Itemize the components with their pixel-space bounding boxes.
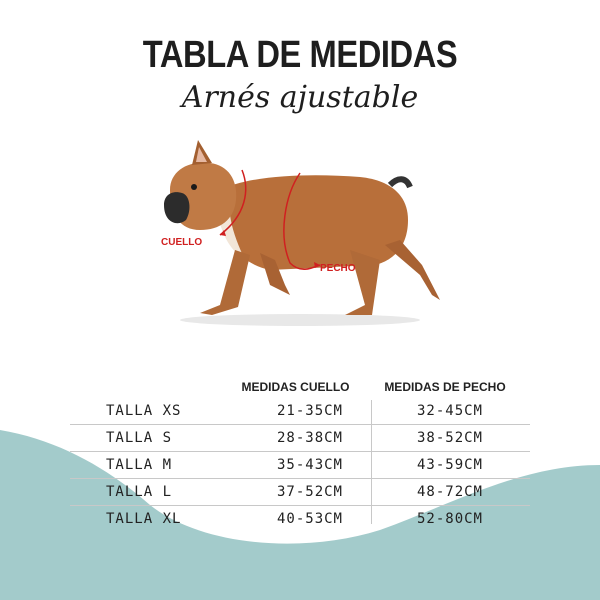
column-header-chest: MEDIDAS DE PECHO xyxy=(384,380,506,394)
chest-label: PECHO xyxy=(320,263,356,274)
dog-illustration xyxy=(150,135,450,335)
size-cell: TALLA XL xyxy=(106,511,182,527)
chest-cell: 43-59CM xyxy=(416,457,483,473)
neck-cell: 21-35CM xyxy=(276,403,343,419)
table-row xyxy=(70,425,530,452)
chest-cell: 32-45CM xyxy=(416,403,483,419)
neck-cell: 35-43CM xyxy=(276,457,343,473)
page-subtitle: Arnés ajustable xyxy=(181,80,419,115)
chest-cell: 48-72CM xyxy=(416,484,483,500)
size-cell: TALLA S xyxy=(106,430,173,446)
column-header-neck: MEDIDAS CUELLO xyxy=(241,380,350,394)
size-table xyxy=(70,398,530,532)
chest-cell: 38-52CM xyxy=(416,430,483,446)
page-title: TABLA DE MEDIDAS xyxy=(142,34,458,76)
table-row xyxy=(70,452,530,479)
table-row xyxy=(70,479,530,506)
size-cell: TALLA XS xyxy=(106,403,182,419)
neck-cell: 37-52CM xyxy=(276,484,343,500)
chest-cell: 52-80CM xyxy=(416,511,483,527)
table-row xyxy=(70,398,530,425)
size-cell: TALLA M xyxy=(106,457,173,473)
size-cell: TALLA L xyxy=(106,484,173,500)
neck-cell: 28-38CM xyxy=(276,430,343,446)
table-row xyxy=(70,506,530,532)
neck-label: CUELLO xyxy=(161,237,203,248)
neck-cell: 40-53CM xyxy=(276,511,343,527)
